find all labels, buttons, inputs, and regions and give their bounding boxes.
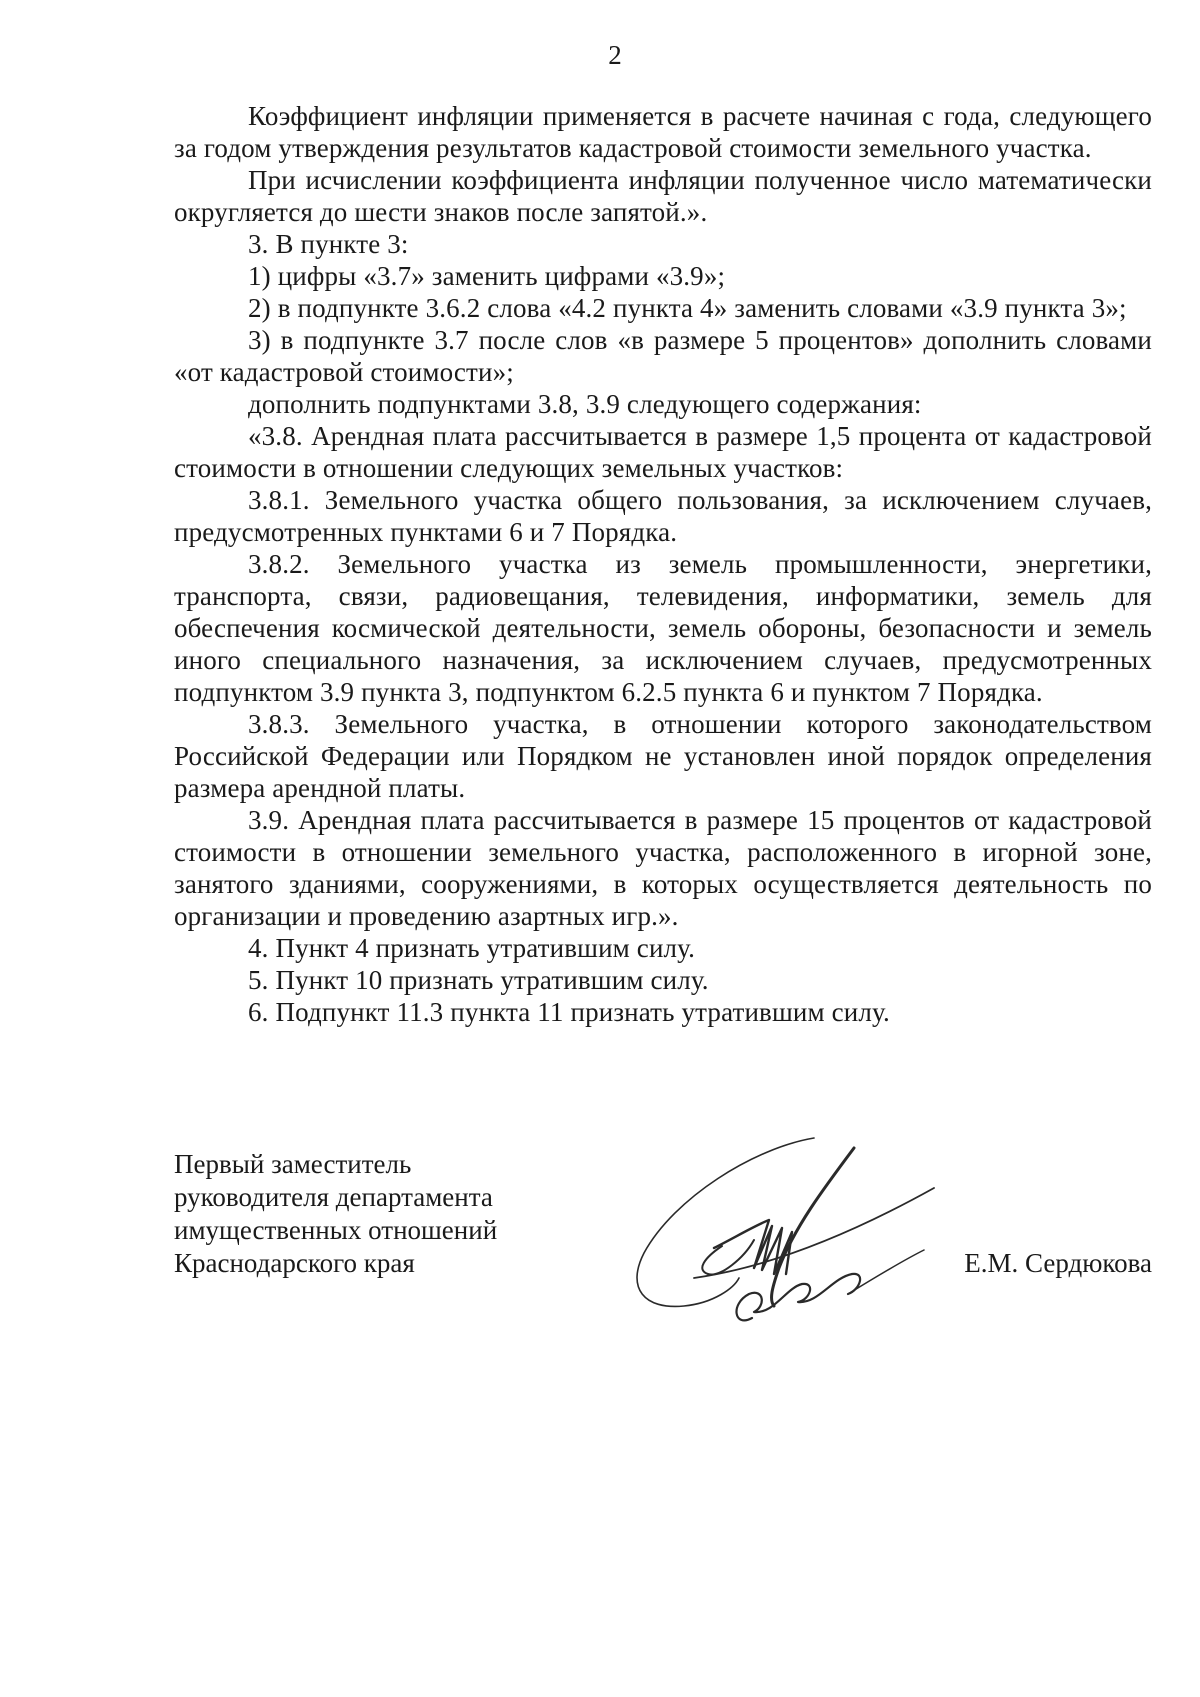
paragraph-item-6: 6. Подпункт 11.3 пункта 11 признать утратившим силу. [248,997,890,1027]
signature-stroke [772,1148,854,1306]
document-body [174,100,1152,1028]
paragraph-3-8: «3.8. Арендная плата рассчитывается в размере 1,5 процента от кадастровой стоимости в отношении следующих земельных участков: [174,421,1152,483]
signatory-title-line: руководителя департамента [174,1182,493,1212]
paragraph-3-9: 3.9. Арендная плата рассчитывается в размере 15 процентов от кадастровой стоимости в отношении земельного участка, расположенного в игорной зоне, занятого зданиями, сооружениями, в которых осуществляется деятельность по организации и проведению азартных игр.». [174,805,1152,931]
paragraph-add-subitems: дополнить подпунктами 3.8, 3.9 следующего содержания: [248,389,922,419]
paragraph-item-3: 3. В пункте 3: [248,229,409,259]
handwritten-signature [604,1128,944,1338]
signatory-title-line: Краснодарского края [174,1248,415,1278]
signature-block [174,1148,1152,1348]
paragraph-3-8-2: 3.8.2. Земельного участка из земель промышленности, энергетики, транспорта, связи, радиовещания, телевидения, информатики, земель для обеспечения космической деятельности, земель обороны, безопасности и земель иного специального назначения, за исключением случаев, предусмотренных подпунктом 3.9 пункта 3, подпунктом 6.2.5 пункта 6 и пунктом 7 Порядка. [174,549,1152,707]
signatory-title-line: имущественных отношений [174,1215,498,1245]
signatory-title-line: Первый заместитель [174,1149,412,1179]
paragraph-inflation-coefficient: Коэффициент инфляции применяется в расчете начиная с года, следующего за годом утверждения результатов кадастровой стоимости земельного участка. [174,101,1152,163]
signatory-title [174,1148,497,1280]
paragraph-item-3-1: 1) цифры «3.7» заменить цифрами «3.9»; [248,261,726,291]
signature-stroke [702,1240,754,1275]
signatory-name: Е.М. Сердюкова [964,1248,1152,1278]
signature-stroke [848,1250,924,1294]
paragraph-3-8-1: 3.8.1. Земельного участка общего пользования, за исключением случаев, предусмотренных пунктами 6 и 7 Порядка. [174,485,1152,547]
page-number: 2 [608,40,622,70]
paragraph-item-3-2: 2) в подпункте 3.6.2 слова «4.2 пункта 4» заменить словами «3.9 пункта 3»; [248,293,1127,323]
paragraph-item-5: 5. Пункт 10 признать утратившим силу. [248,965,709,995]
paragraph-rounding: При исчислении коэффициента инфляции полученное число математически округляется до шести знаков после запятой.». [174,165,1152,227]
paragraph-3-8-3: 3.8.3. Земельного участка, в отношении которого законодательством Российской Федерации или Порядком не установлен иной порядок определения размера арендной платы. [174,709,1152,803]
signature-stroke [637,1138,814,1306]
paragraph-item-3-3: 3) в подпункте 3.7 после слов «в размере 5 процентов» дополнить словами «от кадастровой стоимости»; [174,325,1152,387]
paragraph-item-4: 4. Пункт 4 признать утратившим силу. [248,933,696,963]
signature-stroke [737,1274,861,1321]
